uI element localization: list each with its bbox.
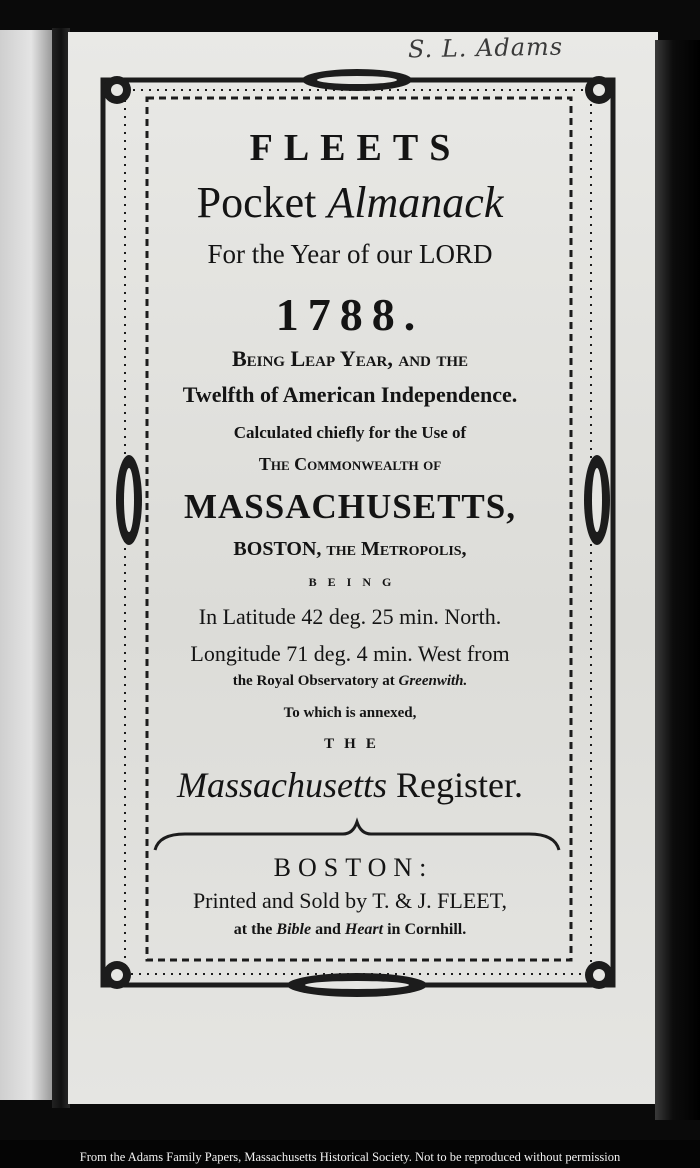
title-line-fleets: FLEETS	[249, 127, 462, 169]
title-line-calculated: Calculated chiefly for the Use of	[233, 423, 467, 442]
title-line-year-of-lord: For the Year of our LORD	[207, 239, 493, 269]
title-year: 1788.	[275, 289, 425, 340]
imprint-at-the: at the	[233, 921, 273, 938]
greenwith-text: Greenwith.	[398, 673, 468, 689]
title-line-pocket-almanack	[0, 178, 700, 228]
brace-ornament	[155, 822, 559, 850]
title-line-boston-metropolis: BOSTON, the Metropolis,	[233, 538, 467, 560]
title-line-annexed: To which is annexed,	[283, 705, 417, 721]
title-line-observatory	[0, 670, 700, 692]
imprint-heart: Heart	[344, 921, 384, 938]
title-line-being: BEING	[308, 575, 403, 589]
title-line-register	[0, 762, 700, 808]
imprint-cornhill: in Cornhill.	[387, 921, 467, 938]
imprint-printer: Printed and Sold by T. & J. FLEET,	[192, 888, 508, 913]
title-line-latitude: In Latitude 42 deg. 25 min. North.	[198, 604, 502, 629]
register-text: Register.	[396, 765, 523, 805]
imprint-address	[0, 918, 700, 942]
massachusetts-italic: Massachusetts	[177, 765, 387, 805]
imprint-bible: Bible	[276, 921, 312, 938]
title-line-leap-year: Being Leap Year, and the	[231, 346, 469, 371]
title-line-longitude: Longitude 71 deg. 4 min. West from	[190, 641, 510, 666]
copyright-caption: From the Adams Family Papers, Massachusetts Historical Society. Not to be reproduced without permission	[79, 1150, 621, 1164]
title-pocket: Pocket	[196, 178, 317, 227]
observatory-text: the Royal Observatory at	[232, 673, 395, 689]
imprint-and: and	[315, 921, 341, 938]
title-line-commonwealth: The Commonwealth of	[258, 454, 442, 474]
title-line-the: THE	[324, 736, 386, 752]
title-line-twelfth: Twelfth of American Independence.	[182, 382, 518, 407]
imprint-city: BOSTON:	[273, 853, 434, 882]
handwritten-signature: S. L. Adams	[407, 32, 564, 64]
title-line-massachusetts: MASSACHUSETTS,	[183, 487, 516, 526]
title-almanack: Almanack	[327, 178, 504, 227]
